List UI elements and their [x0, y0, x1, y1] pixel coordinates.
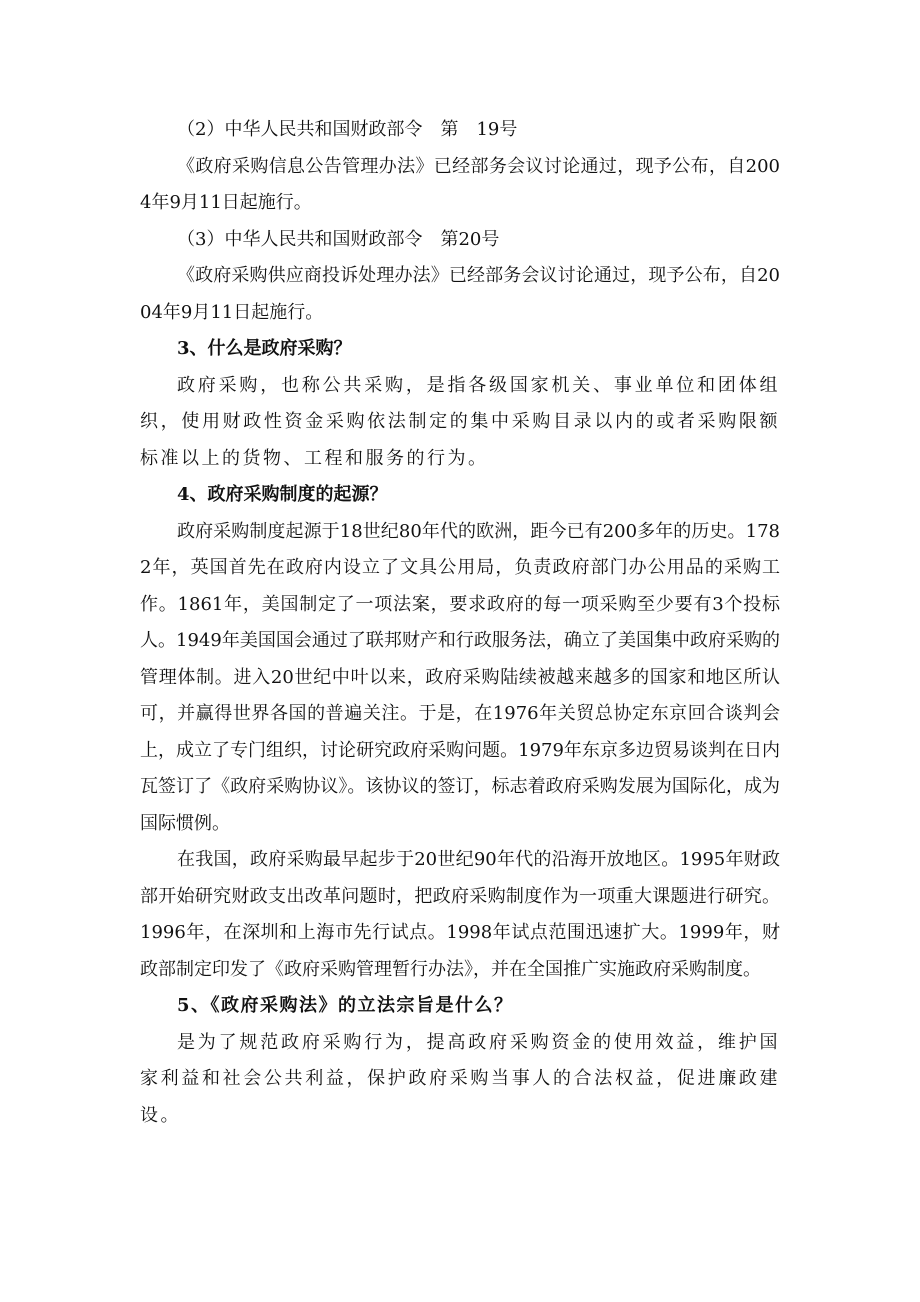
section-5-body: 是为了规范政府采购行为，提高政府采购资金的使用效益，维护国家利益和社会公共利益，保护政府采购当事人的合法权益，促进廉政建设。	[140, 1031, 780, 1126]
decree-19-title: （2）中华人民共和国财政部令 第 19号	[177, 119, 518, 140]
section-4-body-1: 政府采购制度起源于18世纪80年代的欧洲，距今已有200多年的历史。1782年，英国首先在政府内设立了文具公用局，负责政府部门办公用品的采购工作。1861年，美国制定了一项法案，要求政府的每一项采购至少要有3个投标人。1949年美国国会通过了联邦财产和行政服务法，确立了美国集中政府采购的管理体制。进入20世纪中叶以来，政府采购陆续被越来越多的国家和地区所认可，并赢得世界各国的普遍关注。于是，在1976年关贸总协定东京回合谈判会上，成立了专门组织，讨论研究政府采购问题。1979年东京多边贸易谈判在日内瓦签订了《政府采购协议》。该协议的签订，标志着政府采购发展为国际化，成为国际惯例。	[140, 520, 780, 834]
section-5-heading: 5、《政府采购法》的立法宗旨是什么？	[177, 995, 514, 1016]
section-4-body-2: 在我国，政府采购最早起步于20世纪90年代的沿海开放地区。1995年财政部开始研究财政支出改革问题时，把政府采购制度作为一项重大课题进行研究。1996年，在深圳和上海市先行试点。1998年试点范围迅速扩大。1999年，财政部制定印发了《政府采购管理暂行办法》，并在全国推广实施政府采购制度。	[140, 849, 780, 980]
section-3-body: 政府采购，也称公共采购，是指各级国家机关、事业单位和团体组织，使用财政性资金采购依法制定的集中采购目录以内的或者采购限额标准以上的货物、工程和服务的行为。	[140, 374, 780, 469]
document-content	[140, 112, 780, 1134]
decree-20-title: （3）中华人民共和国财政部令 第20号	[177, 228, 500, 250]
section-3-heading: 3、什么是政府采购？	[177, 338, 352, 359]
decree-19-body: 《政府采购信息公告管理办法》已经部务会议讨论通过，现予公布，自2004年9月11日起施行。	[140, 155, 780, 213]
decree-20-body: 《政府采购供应商投诉处理办法》已经部务会议讨论通过，现予公布，自2004年9月11日起施行。	[140, 265, 780, 323]
section-4-heading: 4、政府采购制度的起源？	[177, 484, 388, 505]
